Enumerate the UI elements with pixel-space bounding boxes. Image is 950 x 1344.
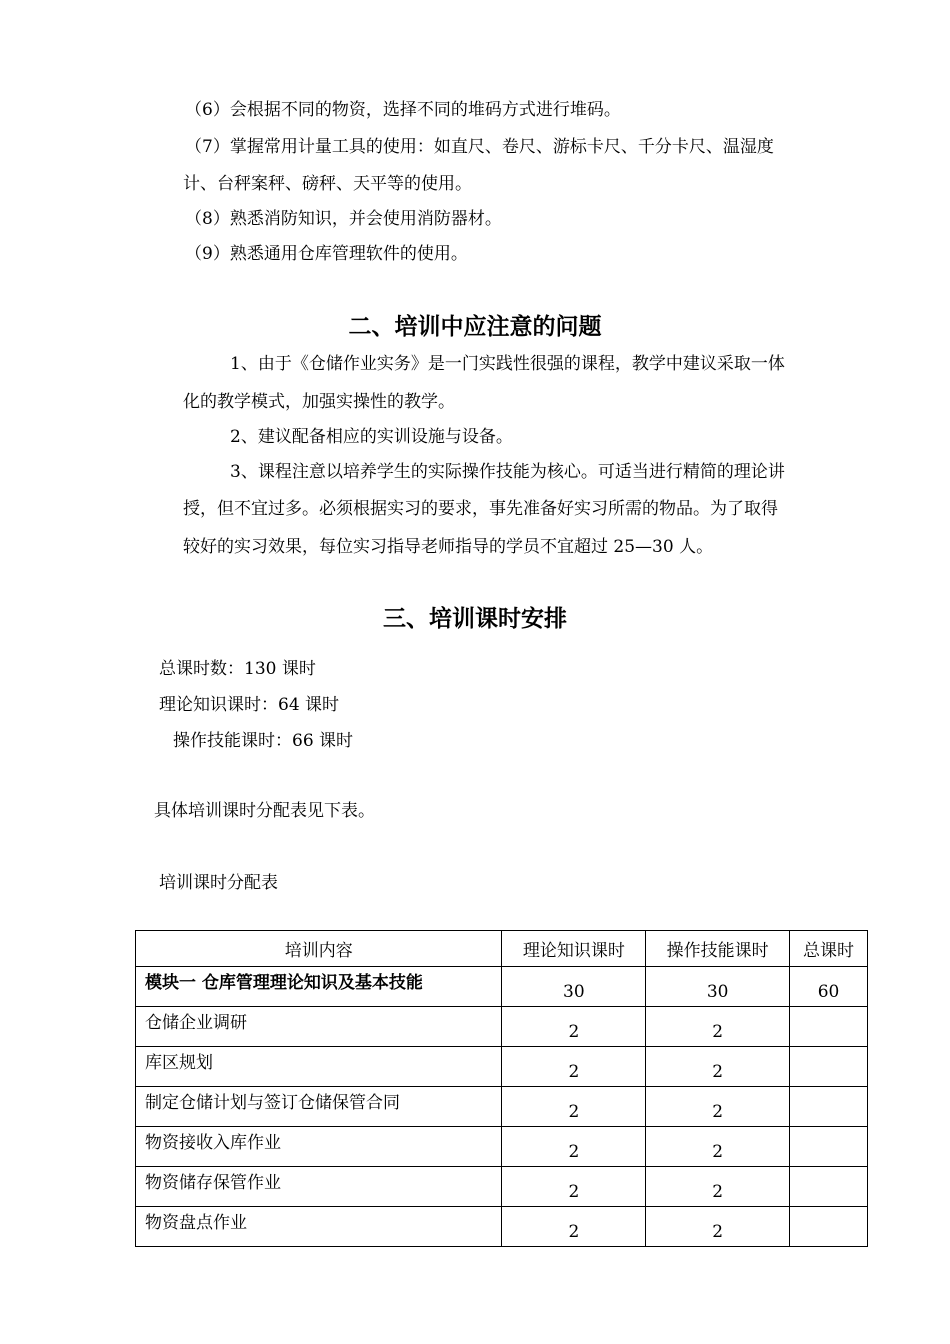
- row-practice-hours: 2: [646, 1207, 790, 1247]
- skill-item-6: （6）会根据不同的物资，选择不同的堆码方式进行堆码。: [185, 100, 621, 120]
- row-practice-hours: 2: [646, 1087, 790, 1127]
- section-3-heading: 三、培训课时安排: [383, 606, 567, 632]
- row-content: 仓储企业调研: [136, 1007, 502, 1047]
- skill-item-7-continued: 计、台秤案秤、磅秤、天平等的使用。: [183, 174, 472, 194]
- row-total-hours: [790, 1047, 868, 1087]
- header-total-hours: 总课时: [790, 931, 868, 967]
- table-header-row: [136, 931, 868, 967]
- total-hours: 总课时数：130 课时: [159, 659, 316, 679]
- row-total-hours: [790, 1167, 868, 1207]
- row-practice-hours: 2: [646, 1047, 790, 1087]
- row-practice-hours: 2: [646, 1127, 790, 1167]
- row-content: 制定仓储计划与签订仓储保管合同: [136, 1087, 502, 1127]
- row-total-hours: [790, 1127, 868, 1167]
- header-practice-hours: 操作技能课时: [646, 931, 790, 967]
- table-row: [136, 1047, 868, 1087]
- row-total-hours: [790, 1207, 868, 1247]
- row-content: 物资接收入库作业: [136, 1127, 502, 1167]
- row-theory-hours: 2: [502, 1167, 646, 1207]
- table-row: [136, 1007, 868, 1047]
- header-training-content: 培训内容: [136, 931, 502, 967]
- skill-item-8: （8）熟悉消防知识，并会使用消防器材。: [185, 209, 502, 229]
- row-practice-hours: 2: [646, 1007, 790, 1047]
- section-2-paragraph-1: 1、由于《仓储作业实务》是一门实践性很强的课程，教学中建议采取一体: [230, 354, 785, 374]
- table-row: [136, 1127, 868, 1167]
- row-theory-hours: 2: [502, 1047, 646, 1087]
- theory-hours: 理论知识课时：64 课时: [159, 695, 340, 715]
- row-theory-hours: 2: [502, 1127, 646, 1167]
- table-caption: 培训课时分配表: [159, 873, 278, 893]
- section-2-paragraph-3-continued-b: 较好的实习效果，每位实习指导老师指导的学员不宜超过 25—30 人。: [183, 537, 714, 557]
- section-2-paragraph-2: 2、建议配备相应的实训设施与设备。: [230, 427, 513, 447]
- table-row: [136, 1167, 868, 1207]
- hours-allocation-table: [135, 930, 868, 1247]
- section-2-paragraph-1-continued: 化的教学模式，加强实操性的教学。: [183, 392, 455, 412]
- practice-hours: 操作技能课时：66 课时: [173, 731, 354, 751]
- section-2-paragraph-3: 3、课程注意以培养学生的实际操作技能为核心。可适当进行精简的理论讲: [230, 462, 785, 482]
- row-content: 物资盘点作业: [136, 1207, 502, 1247]
- row-theory-hours: 2: [502, 1087, 646, 1127]
- row-theory-hours: 2: [502, 1207, 646, 1247]
- skill-item-9: （9）熟悉通用仓库管理软件的使用。: [185, 244, 468, 264]
- module-total-hours: 60: [790, 967, 868, 1007]
- row-content: 物资储存保管作业: [136, 1167, 502, 1207]
- row-total-hours: [790, 1087, 868, 1127]
- table-row: [136, 1207, 868, 1247]
- skill-item-7: （7）掌握常用计量工具的使用：如直尺、卷尺、游标卡尺、千分卡尺、温湿度: [185, 137, 774, 157]
- module-name: 模块一 仓库管理理论知识及基本技能: [136, 967, 502, 1007]
- module-theory-hours: 30: [502, 967, 646, 1007]
- table-row: [136, 1087, 868, 1127]
- header-theory-hours: 理论知识课时: [502, 931, 646, 967]
- table-row-module: [136, 967, 868, 1007]
- section-2-heading: 二、培训中应注意的问题: [348, 314, 602, 340]
- module-practice-hours: 30: [646, 967, 790, 1007]
- row-practice-hours: 2: [646, 1167, 790, 1207]
- row-total-hours: [790, 1007, 868, 1047]
- row-content: 库区规划: [136, 1047, 502, 1087]
- table-reference-note: 具体培训课时分配表见下表。: [154, 801, 375, 821]
- section-2-paragraph-3-continued-a: 授，但不宜过多。必须根据实习的要求，事先准备好实习所需的物品。为了取得: [183, 499, 778, 519]
- row-theory-hours: 2: [502, 1007, 646, 1047]
